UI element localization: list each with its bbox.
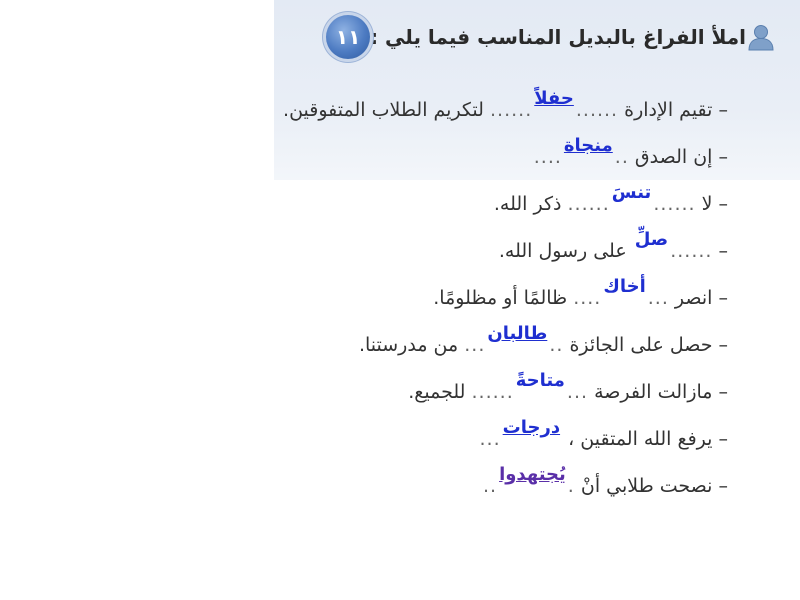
exercise-line xyxy=(283,121,728,168)
blank-dots: ...... xyxy=(670,240,713,262)
blank-dots: ...... xyxy=(567,193,610,215)
exercise-line xyxy=(283,74,728,121)
blank-dots: ...... xyxy=(653,193,696,215)
blank-dots: ... xyxy=(647,287,669,309)
blank-dots: .... xyxy=(573,287,602,309)
line-text-before: – حصل على الجائزة xyxy=(563,334,728,356)
line-text-before: – يرفع الله المتقين ، xyxy=(562,428,728,450)
blank-dots: ... xyxy=(479,428,501,450)
answer-text: أخاك xyxy=(603,276,646,297)
answer-text: طالبان xyxy=(487,323,548,344)
exercise-title-row xyxy=(312,12,788,62)
blank-dots: ...... xyxy=(575,99,619,121)
line-text-before: – تقيم الإدارة xyxy=(618,99,728,121)
line-text-after: ذكر الله. xyxy=(493,193,568,215)
line-text-after: ظالمًا أو مظلومًا. xyxy=(433,287,574,309)
blank-dots: ...... xyxy=(471,381,514,403)
blank-dots: . xyxy=(567,475,575,497)
line-text-before: – نصحت طلابي أنْ xyxy=(574,475,728,497)
answer-text: منجاة xyxy=(563,135,613,156)
exercise-number: ١١ xyxy=(335,25,361,49)
line-text-after: من مدرستنا. xyxy=(358,334,465,356)
line-text-after: لتكريم الطلاب المتفوقين. xyxy=(283,99,490,121)
blank-dots: .. xyxy=(482,475,498,497)
exercise-line xyxy=(283,262,728,309)
blank-dots: ...... xyxy=(490,99,533,121)
exercise-number-badge xyxy=(326,15,370,59)
exercise-line xyxy=(283,403,728,450)
exercise-line xyxy=(283,356,728,403)
line-text-after: للجميع. xyxy=(408,381,472,403)
line-text-before: – مازالت الفرصة xyxy=(588,381,728,403)
answer-text: درجات xyxy=(502,417,561,438)
blank-dots: .. xyxy=(614,146,629,168)
line-text-before: – لا xyxy=(695,193,728,215)
blank-dots: ... xyxy=(566,381,589,403)
blank-dots: ... xyxy=(464,334,486,356)
line-text-before: – إن الصدق xyxy=(628,146,728,168)
exercise-line xyxy=(283,168,728,215)
exercise-line xyxy=(283,309,728,356)
line-text-before: – انصر xyxy=(668,287,728,309)
line-text-before: – xyxy=(712,240,728,262)
exercise-instruction: املأ الفراغ بالبديل المناسب فيما يلي : xyxy=(370,25,746,49)
person-icon xyxy=(746,22,776,52)
blank-dots: .. xyxy=(549,334,564,356)
answer-text: صلِّ xyxy=(634,229,669,250)
blank-dots: .... xyxy=(533,146,562,168)
exercise-line xyxy=(283,450,728,497)
answer-text: يُجتهدوا xyxy=(499,464,566,485)
exercise-lines xyxy=(283,74,728,497)
answer-text: حفلاً xyxy=(534,88,574,109)
answer-text: تنسَ xyxy=(611,182,652,203)
exercise-line xyxy=(283,215,728,262)
line-text-after: على رسول الله. xyxy=(498,240,633,262)
answer-text: متاحةً xyxy=(515,370,565,391)
